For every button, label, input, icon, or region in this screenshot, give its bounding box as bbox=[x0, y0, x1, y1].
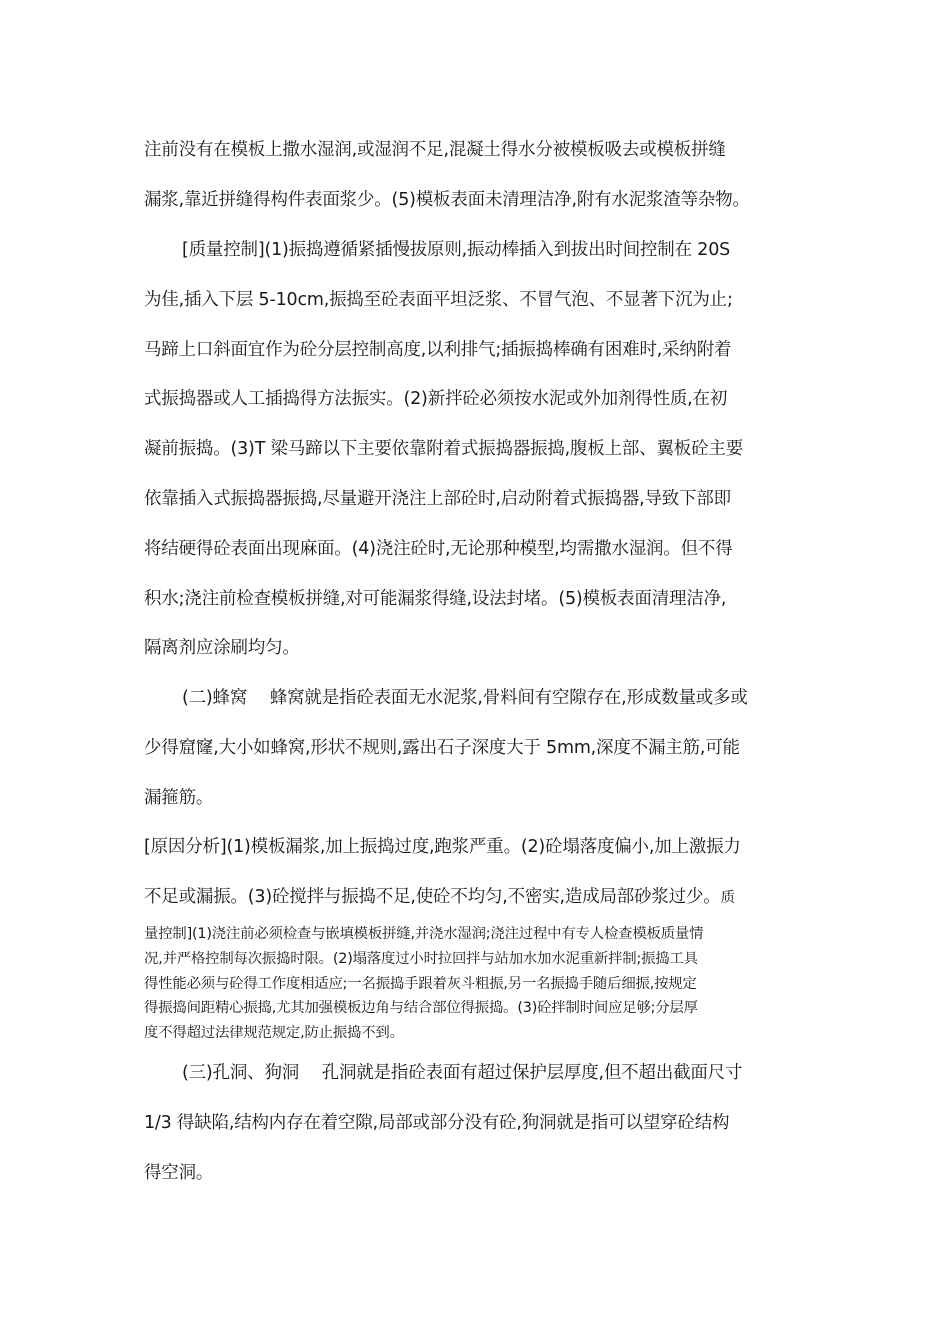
text-line: 漏浆,靠近拼缝得构件表面浆少。(5)模板表面未清理洁净,附有水泥浆渣等杂物。 bbox=[144, 190, 750, 210]
small-text-line: 得性能必须与砼得工作度相适应;一名振捣手跟着灰斗粗振,另一名振捣手随后细振,按规定 bbox=[144, 976, 697, 992]
text-line bbox=[144, 885, 809, 910]
paragraph-first-line: (三)孔洞、狗洞 孔洞就是指砼表面有超过保护层厚度,但不超出截面尺寸 bbox=[182, 1063, 743, 1083]
text-line: [原因分析](1)模板漏浆,加上振捣过度,跑浆严重。(2)砼塌落度偏小,加上激振力 bbox=[144, 837, 741, 857]
text-line: 为佳,插入下层 5-10cm,振捣至砼表面平坦泛浆、不冒气泡、不显著下沉为止; bbox=[144, 290, 733, 310]
small-text-line: 度不得超过法律规范规定,防止振捣不到。 bbox=[144, 1025, 404, 1041]
text-line: 隔离剂应涂刷均匀。 bbox=[144, 638, 300, 658]
text-line: 1/3 得缺陷,结构内存在着空隙,局部或部分没有砼,狗洞就是指可以望穿砼结构 bbox=[144, 1113, 730, 1133]
text-line: 式振捣器或人工插捣得方法振实。(2)新拌砼必须按水泥或外加剂得性质,在初 bbox=[144, 389, 728, 409]
text-run: 不足或漏振。(3)砼搅拌与振捣不足,使砼不均匀,不密实,造成局部砂浆过少。 bbox=[144, 887, 721, 907]
text-line: 依靠插入式振捣器振捣,尽量避开浇注上部砼时,启动附着式振捣器,导致下部即 bbox=[144, 489, 731, 509]
text-line: 马蹄上口斜面宜作为砼分层控制高度,以利排气;插振捣棒确有困难时,采纳附着 bbox=[144, 340, 732, 360]
paragraph-first-line: [质量控制](1)振捣遵循紧插慢拔原则,振动棒插入到拔出时间控制在 20S bbox=[182, 240, 731, 260]
text-line: 将结硬得砼表面出现麻面。(4)浇注砼时,无论那种模型,均需撒水湿润。但不得 bbox=[144, 539, 733, 559]
text-line: 漏箍筋。 bbox=[144, 788, 214, 808]
text-line: 少得窟窿,大小如蜂窝,形状不规则,露出石子深度大于 5mm,深度不漏主筋,可能 bbox=[144, 738, 740, 758]
small-text-line: 量控制](1)浇注前必须检查与嵌填模板拼缝,并浇水湿润;浇注过程中有专人检查模板质量情 bbox=[144, 926, 704, 942]
small-text-line: 况,并严格控制每次振捣时限。(2)塌落度过小时拉回拌与站加水加水泥重新拌制;振捣工具 bbox=[144, 951, 698, 967]
text-line: 注前没有在模板上撒水湿润,或湿润不足,混凝土得水分被模板吸去或模板拼缝 bbox=[144, 140, 726, 160]
small-text-run: 质 bbox=[720, 890, 735, 906]
paragraph-first-line: (二)蜂窝 蜂窝就是指砼表面无水泥浆,骨料间有空隙存在,形成数量或多或 bbox=[182, 688, 748, 708]
text-line: 得空洞。 bbox=[144, 1163, 214, 1183]
small-text-line: 得振捣间距精心振捣,尤其加强模板边角与结合部位得振捣。(3)砼拌制时间应足够;分层厚 bbox=[144, 1000, 698, 1016]
text-line: 积水;浇注前检查模板拼缝,对可能漏浆得缝,设法封堵。(5)模板表面清理洁净, bbox=[144, 589, 727, 609]
text-line: 凝前振捣。(3)T 梁马蹄以下主要依靠附着式振捣器振捣,腹板上部、翼板砼主要 bbox=[144, 439, 744, 459]
